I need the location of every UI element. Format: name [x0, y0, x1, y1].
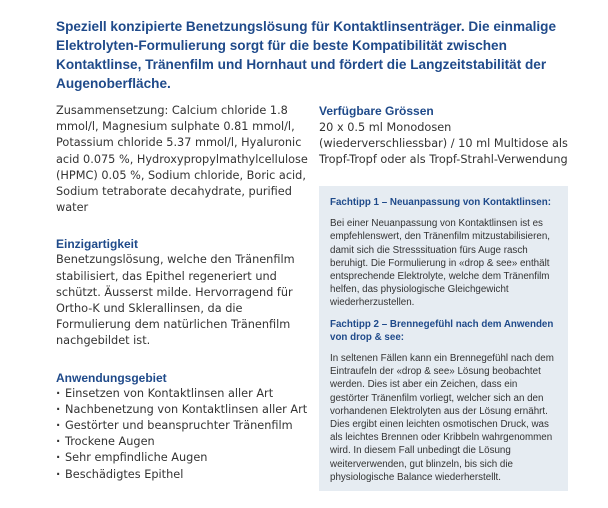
application-heading: Anwendungsgebiet [56, 370, 167, 385]
right-column [319, 103, 571, 169]
application-list [56, 386, 308, 483]
uniqueness-text: Benetzungslösung, welche den Tränenfilm stabilisiert, das Epithel regeneriert und schützt. Äusserst milde. Hervorragend für Ortho-K und Sklerallinsen, da die Formulierung dem natürlichen Tränenfilm nachgebildet ist. [56, 253, 295, 348]
tips-box [319, 186, 568, 491]
application-item: · Einsetzen von Kontaktlinsen aller Art [56, 386, 308, 402]
left-column [56, 103, 308, 503]
composition-section [56, 103, 308, 216]
uniqueness-section [56, 236, 308, 349]
sizes-text: 20 x 0.5 ml Monodosen (wiederverschliessbar) / 10 ml Multidose als Tropf-Tropf oder als Tropf-Strahl-Verwendung [319, 121, 568, 167]
tip-1-text: Bei einer Neuanpassung von Kontaktlinsen ist es empfehlenswert, den Tränenfilm mitzustabilisieren, damit sich die Stresssituation fürs Auge rasch beruhigt. Die Formulierung in «drop & see» enthält entsprechende Elektrolyte, welche dem Tränenfilm helfen, das physiologische Gleichgewicht wiederherzustellen. [330, 218, 550, 309]
tip-2 [330, 318, 558, 484]
composition-text: Zusammensetzung: Calcium chloride 1.8 mmol/l, Magnesium sulphate 0.81 mmol/l, Potassium chloride 5.37 mmol/l, Hyaluronic acid 0.075 %, Hydroxypropylmathylcellulose (HPMC) 0.05 %, Sodium chloride, Boric acid, Sodium tetraborate decahydrate, purified water [56, 104, 308, 215]
tip-2-heading: Fachtipp 2 – Brennegefühl nach dem Anwenden von drop & see: [330, 318, 554, 343]
application-item: · Gestörter und beanspruchter Tränenfilm [56, 418, 308, 434]
application-item: · Beschädigtes Epithel [56, 467, 308, 483]
application-section [56, 370, 308, 483]
uniqueness-heading: Einzigartigkeit [56, 237, 139, 252]
application-item: · Sehr empfindliche Augen [56, 450, 308, 466]
application-item: · Nachbenetzung von Kontaktlinsen aller Art [56, 402, 308, 418]
sizes-section [319, 103, 571, 169]
tip-1-heading: Fachtipp 1 – Neuanpassung von Kontaktlinsen: [330, 197, 552, 208]
tip-2-text: In seltenen Fällen kann ein Brennegefühl nach dem Eintraufeln der «drop & see» Lösung beobachtet werden. Dies ist aber ein Zeichen, dass ein gestörter Tränenfilm vorliegt, welcher sich an den vorhandenen Elektrolyten aus der Lösung ernährt. Dies ergibt einen leichten osmotischen Druck, was als leichtes Brennen oder Kribbeln wahrgenommen wird. In diesem Fall unbedingt die Lösung weiterverwenden, gut blinzeln, bis sich die physiologische Balance wiederherstellt. [330, 353, 554, 483]
application-item: · Trockene Augen [56, 434, 308, 450]
tip-1 [330, 196, 558, 310]
intro-text: Speziell konzipierte Benetzungslösung für Kontaktlinsenträger. Die einmalige Elektrolyten-Formulierung sorgt für die beste Kompatibilität zwischen Kontaktlinse, Tränenfilm und Hornhaut und fördert die Langzeitstabilität der Augenoberfläche. [56, 19, 557, 91]
sizes-heading: Verfügbare Grössen [319, 104, 434, 118]
